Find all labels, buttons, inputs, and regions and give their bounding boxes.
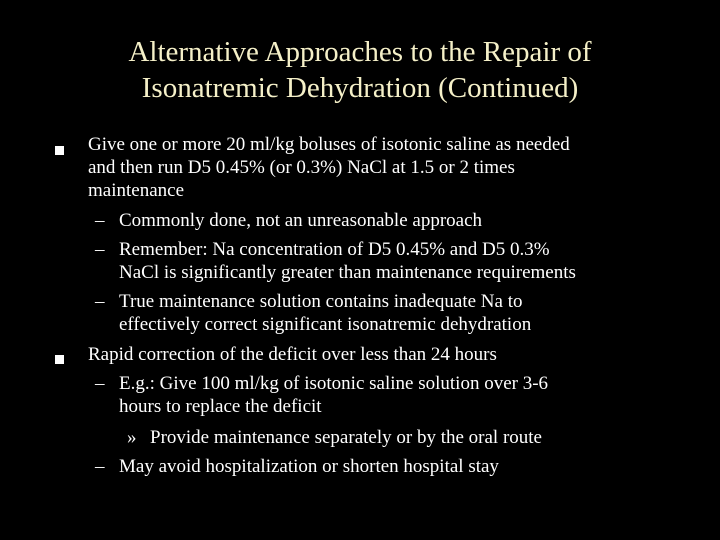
dash-marker: – (95, 239, 105, 260)
bullet-2-sub-1-line-1: E.g.: Give 100 ml/kg of isotonic saline solution over 3-6 (119, 373, 549, 394)
bullet-1-sub-2-line-2: NaCl is significantly greater than maintenance requirements (119, 262, 576, 283)
bullet-1-sub-2 (119, 238, 689, 284)
bullet-1-line-2: and then run D5 0.45% (or 0.3%) NaCl at 1.5 or 2 times (88, 157, 515, 178)
bullet-1-sub-3 (119, 290, 689, 336)
square-bullet-icon (55, 146, 64, 155)
bullet-1-sub-1-line-1: Commonly done, not an unreasonable approach (119, 210, 483, 231)
bullet-2-text (88, 343, 688, 366)
slide-title-line-2: Isonatremic Dehydration (Continued) (141, 72, 579, 104)
bullet-2-sub-1-sub-1-line-1: Provide maintenance separately or by the oral route (150, 427, 542, 448)
dash-marker: – (95, 373, 105, 394)
bullet-1-text (88, 133, 688, 202)
bullet-1-line-3: maintenance (88, 180, 185, 201)
bullet-2-sub-1-line-2: hours to replace the deficit (119, 396, 322, 417)
raquo-marker: » (127, 427, 137, 448)
bullet-1-sub-2-line-1: Remember: Na concentration of D5 0.45% and D5 0.3% (119, 239, 550, 260)
bullet-1-sub-1 (119, 209, 689, 232)
slide-title-line-1: Alternative Approaches to the Repair of (128, 36, 592, 68)
bullet-2-line-1: Rapid correction of the deficit over less than 24 hours (88, 344, 497, 365)
square-bullet-icon (55, 355, 64, 364)
bullet-2-sub-1 (119, 372, 689, 418)
bullet-2-sub-2-line-1: May avoid hospitalization or shorten hospital stay (119, 456, 499, 477)
dash-marker: – (95, 291, 105, 312)
bullet-1-line-1: Give one or more 20 ml/kg boluses of isotonic saline as needed (88, 134, 570, 155)
bullet-2-sub-1-sub-1 (150, 426, 690, 449)
dash-marker: – (95, 210, 105, 231)
bullet-1-sub-3-line-2: effectively correct significant isonatremic dehydration (119, 314, 532, 335)
dash-marker: – (95, 456, 105, 477)
bullet-1-sub-3-line-1: True maintenance solution contains inadequate Na to (119, 291, 523, 312)
bullet-2-sub-2 (119, 455, 689, 478)
